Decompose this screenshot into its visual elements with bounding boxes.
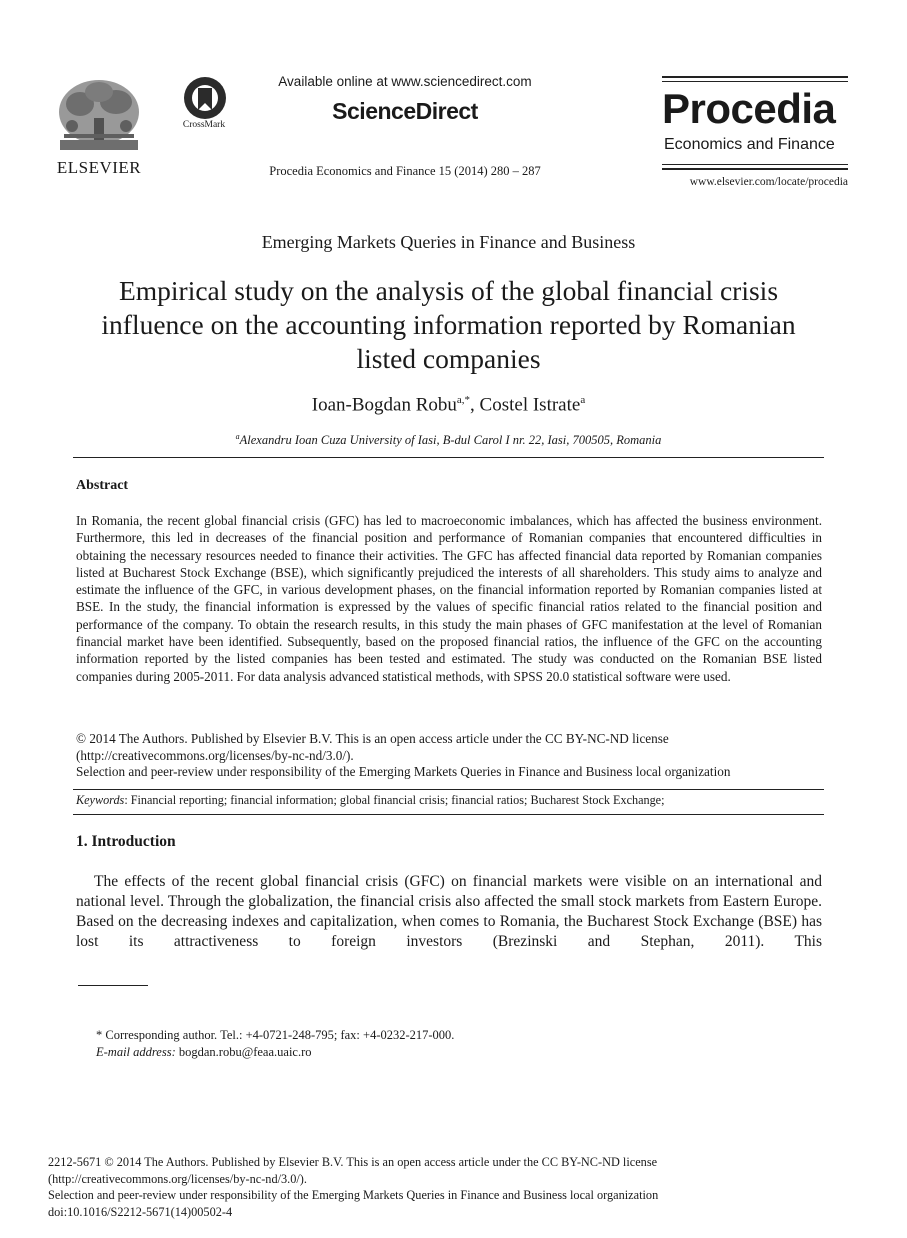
footnote-corresponding-author: * Corresponding author. Tel.: +4-0721-248-795; fax: +4-0232-217-000.: [96, 1028, 455, 1042]
affiliation: [73, 432, 824, 448]
footer-doi-link[interactable]: doi:10.1016/S2212-5671(14)00502-4: [48, 1204, 233, 1219]
introduction-body: The effects of the recent global financial crisis (GFC) on financial markets were visible on an international and national level. Through the globalization, the financial crisis also affected the small stock markets from Eastern Europe. Based on the decreasing indexes and capitalization, when comes to Romania, the Bucharest Stock Exchange (BSE) has lost its attractiveness to foreign investors (Brezinski and Stephan, 2011). This: [76, 873, 822, 950]
paper-title: Empirical study on the analysis of the global financial crisis influence on the accounting information reported by Romanian listed companies: [101, 275, 796, 374]
procedia-subtitle: Economics and Finance: [664, 136, 835, 153]
email-label: E-mail address:: [96, 1045, 176, 1059]
procedia-url-link[interactable]: www.elsevier.com/locate/procedia: [689, 176, 848, 188]
footer-issn-line: 2212-5671 © 2014 The Authors. Published by Elsevier B.V. This is an open access article under the CC BY-NC-ND license: [48, 1155, 658, 1169]
peer-review-line: Selection and peer-review under responsibility of the Emerging Markets Queries in Finance and Business local organization: [76, 764, 731, 779]
keywords-text: : Financial reporting; financial information; global financial crisis; financial ratios; Bucharest Stock Exchange;: [124, 793, 665, 807]
author-list: [73, 394, 824, 416]
author-marker: a: [580, 394, 586, 406]
crossmark-label: CrossMark: [182, 120, 226, 130]
conference-name: Emerging Markets Queries in Finance and Business: [261, 232, 636, 252]
divider-keywords: [73, 789, 824, 790]
affiliation-text: Alexandru Ioan Cuza University of Iasi, B-dul Carol I nr. 22, Iasi, 700505, Romania: [239, 433, 662, 448]
divider-bottom: [73, 814, 824, 815]
section-heading-introduction: 1. Introduction: [76, 833, 176, 850]
page-footer: [48, 1154, 848, 1220]
author-name[interactable]: Ioan-Bogdan Robu: [311, 394, 457, 416]
abstract-body: In Romania, the recent global financial crisis (GFC) has led to macroeconomic imbalances, which has affected the business environment. Furthermore, this led in decreases of the financial position and performance of Romanian companies that encountered difficulties in obtaining the necessary resources needed to finance their activities. The GFC has affected financial data reported by Romanian companies listed at Bucharest Stock Exchange (BSE), which significantly prejudiced the interests of all shareholders. This study aims to analyze and estimate the influence of the GFC, in various development phases, on the financial information reported by Romanian companies listed at BSE. In the study, the financial information is expressed by the values of specific financial ratios related to the financial position and performance of the company. To obtain the research results, in this study the main phases of GFC manifestation at the level of Romanian financial market have been identified. Subsequently, based on the proposed financial ratios, the influence of the GFC on the accounting information reported by the listed companies has been tested and estimated. The study was conducted on the Romanian BSE listed companies during 2005-2011. For data analysis advanced statistical methods, with SPSS 20.0 statistical software were used.: [76, 513, 822, 684]
abstract-heading: Abstract: [76, 478, 129, 493]
copyright-block: [76, 731, 822, 781]
sciencedirect-brand[interactable]: ScienceDirect: [332, 98, 478, 124]
journal-citation: Procedia Economics and Finance 15 (2014) 280 – 287: [269, 164, 541, 178]
author-marker: a,*: [456, 394, 471, 406]
affiliation-marker: a: [235, 432, 240, 441]
email-link[interactable]: bogdan.robu@feaa.uaic.ro: [175, 1045, 312, 1059]
available-online-text: Available online at www.sciencedirect.com: [278, 74, 532, 89]
footnote-rule: [78, 985, 148, 986]
divider-top: [73, 457, 824, 458]
procedia-rule-bottom: [662, 164, 848, 170]
footnote-email: [96, 1045, 312, 1060]
elsevier-wordmark: ELSEVIER: [56, 158, 142, 177]
author-separator: ,: [470, 394, 480, 416]
procedia-rule-top: [662, 76, 848, 82]
license-link[interactable]: (http://creativecommons.org/licenses/by-nc-nd/3.0/).: [76, 747, 354, 763]
procedia-title: Procedia: [662, 85, 836, 132]
footer-peer-review-line: Selection and peer-review under responsibility of the Emerging Markets Queries in Finance and Business local organization: [48, 1188, 659, 1202]
copyright-line: © 2014 The Authors. Published by Elsevier B.V. This is an open access article under the CC BY-NC-ND license: [76, 731, 669, 746]
author-name[interactable]: Costel Istrate: [479, 394, 581, 416]
keywords: [76, 793, 822, 808]
keywords-label: Keywords: [76, 793, 125, 807]
footer-license-link[interactable]: (http://creativecommons.org/licenses/by-nc-nd/3.0/).: [48, 1171, 307, 1186]
